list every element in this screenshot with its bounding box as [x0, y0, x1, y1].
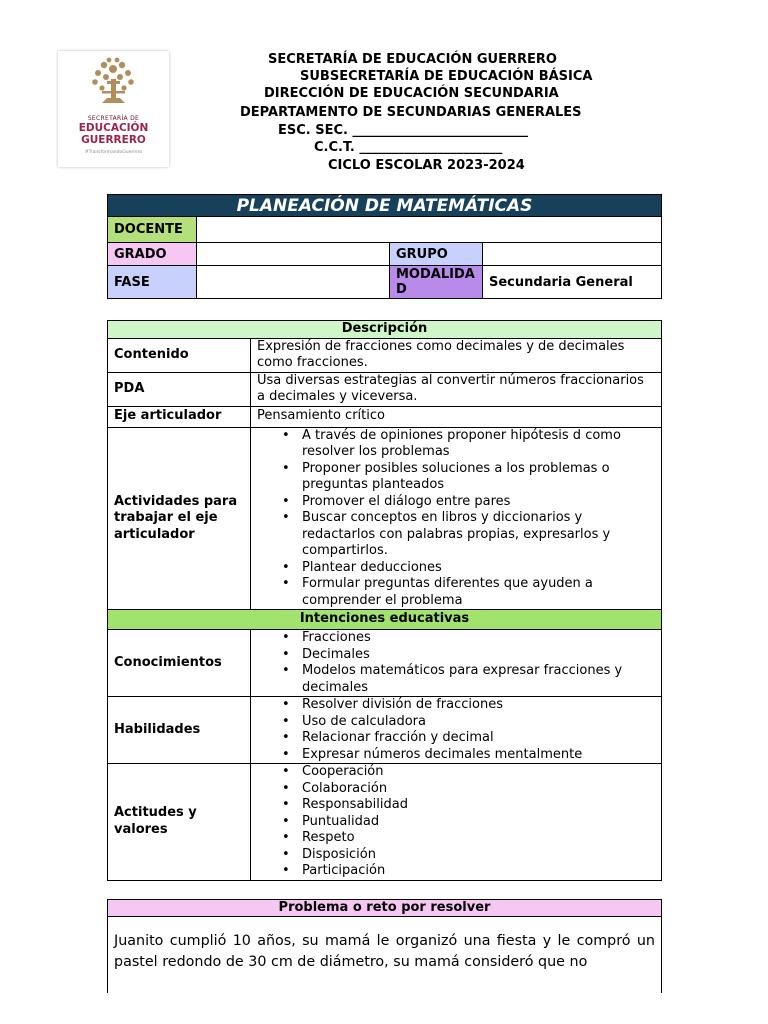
conocimientos-label: Conocimientos	[108, 630, 251, 697]
eje-label: Eje articulador	[108, 406, 251, 427]
grado-label: GRADO	[108, 243, 197, 266]
list-item: • Respeto	[302, 830, 655, 847]
list-item: • Cooperación	[302, 764, 655, 781]
list-item: • Disposición	[302, 847, 655, 864]
list-item: • Modelos matemáticos para expresar fracciones y decimales	[302, 663, 655, 696]
descripcion-table	[107, 320, 662, 881]
list-item: • Resolver división de fracciones	[302, 697, 655, 714]
actividades-list	[257, 428, 655, 610]
list-item: • Proponer posibles soluciones a los problemas o preguntas planteados	[302, 461, 655, 494]
list-item: • Buscar conceptos en libros y diccionarios y redactarlos con palabras propias, expresarlos y compartirlos.	[302, 510, 655, 560]
list-item: • Puntualidad	[302, 814, 655, 831]
actividades-cell	[251, 427, 662, 610]
logo-line-2: EDUCACIÓN	[78, 122, 149, 134]
list-item: • A través de opiniones proponer hipótesis d como resolver los problemas	[302, 428, 655, 461]
modalidad-label-line-1: MODALIDA	[396, 267, 475, 282]
list-item: • Colaboración	[302, 781, 655, 798]
secretaria-logo	[58, 51, 169, 167]
header-line-6: C.C.T. ______________________	[314, 140, 503, 155]
contenido-value: Expresión de fracciones como decimales y de decimales como fracciones.	[251, 338, 662, 372]
list-item: • Relacionar fracción y decimal	[302, 730, 655, 747]
fase-label: FASE	[108, 266, 197, 299]
list-item: • Plantear deducciones	[302, 560, 655, 577]
actitudes-cell	[251, 764, 662, 881]
modalidad-label	[390, 266, 483, 299]
planeacion-table	[107, 194, 662, 299]
logo-tagline: #TransformandoGuerrero	[84, 150, 143, 155]
eje-value: Pensamiento crítico	[251, 406, 662, 427]
fase-value	[197, 266, 390, 299]
actitudes-list	[257, 764, 655, 880]
contenido-label: Contenido	[108, 338, 251, 372]
descripcion-header: Descripción	[108, 321, 662, 339]
actividades-label: Actividades para trabajar el eje articulador	[108, 427, 251, 610]
habilidades-list	[257, 697, 655, 763]
header-line-5: ESC. SEC. ___________________________	[278, 123, 528, 138]
list-item: • Uso de calculadora	[302, 714, 655, 731]
docente-value	[197, 217, 662, 243]
problema-header: Problema o reto por resolver	[108, 900, 662, 917]
logo-line-1: SECRETARÍA DE	[87, 115, 140, 122]
header-line-7: CICLO ESCOLAR 2023-2024	[328, 158, 525, 173]
docente-label: DOCENTE	[108, 217, 197, 243]
list-item: • Decimales	[302, 647, 655, 664]
habilidades-label: Habilidades	[108, 697, 251, 764]
conocimientos-list	[257, 630, 655, 696]
header-line-4: DEPARTAMENTO DE SECUNDARIAS GENERALES	[240, 105, 582, 120]
header-line-1: SECRETARÍA DE EDUCACIÓN GUERRERO	[268, 52, 557, 67]
list-item: • Expresar números decimales mentalmente	[302, 747, 655, 764]
habilidades-cell	[251, 697, 662, 764]
modalidad-label-line-2: D	[396, 282, 407, 297]
header-line-3: DIRECCIÓN DE EDUCACIÓN SECUNDARIA	[264, 86, 559, 101]
actitudes-label: Actitudes y valores	[108, 764, 251, 881]
problema-table	[107, 899, 662, 993]
list-item: • Promover el diálogo entre pares	[302, 494, 655, 511]
conocimientos-cell	[251, 630, 662, 697]
pda-value: Usa diversas estrategias al convertir números fraccionarios a decimales y viceversa.	[251, 372, 662, 406]
pda-label: PDA	[108, 372, 251, 406]
problema-text: Juanito cumplió 10 años, su mamá le organizó una fiesta y le compró un pastel redondo de 30 cm de diámetro, su mamá consideró que no	[108, 917, 662, 994]
grupo-label: GRUPO	[390, 243, 483, 266]
list-item: • Responsabilidad	[302, 797, 655, 814]
intenciones-header: Intenciones educativas	[108, 610, 662, 630]
logo-line-3: GUERRERO	[81, 134, 146, 146]
planeacion-title: PLANEACIÓN DE MATEMÁTICAS	[108, 195, 662, 217]
list-item: • Fracciones	[302, 630, 655, 647]
tree-emblem-icon	[58, 51, 169, 115]
grupo-value	[483, 243, 662, 266]
grado-value	[197, 243, 390, 266]
list-item: • Participación	[302, 863, 655, 880]
list-item: • Formular preguntas diferentes que ayuden a comprender el problema	[302, 576, 655, 609]
header-line-2: SUBSECRETARÍA DE EDUCACIÓN BÁSICA	[300, 69, 593, 84]
modalidad-value: Secundaria General	[483, 266, 662, 299]
